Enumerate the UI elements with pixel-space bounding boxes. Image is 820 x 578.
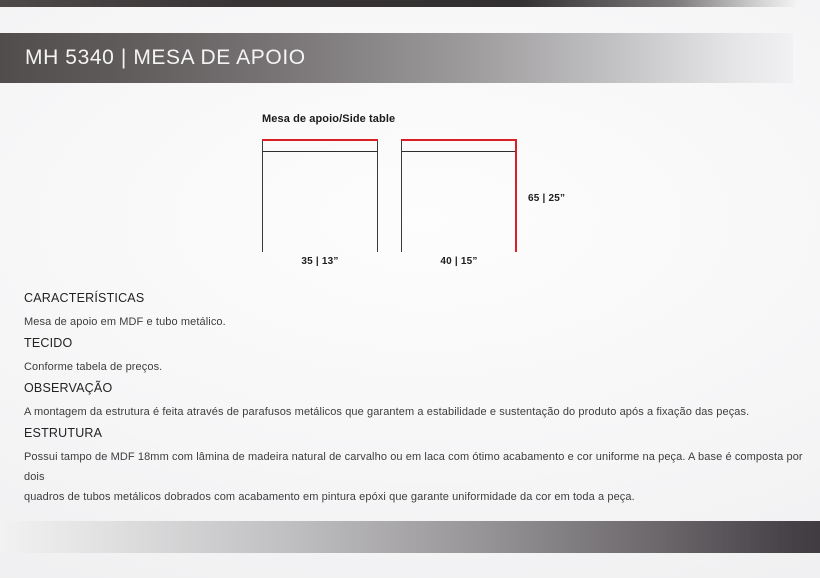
table-drawing-left: [262, 139, 378, 252]
table-drawing-right: [401, 139, 517, 252]
section-text: Possui tampo de MDF 18mm com lâmina de madeira natural de carvalho ou em laca com ótimo acabamento e cor uniforme na peça. A base é composta por dois: [24, 451, 803, 483]
section-heading: TECIDO: [24, 336, 73, 350]
section-heading: OBSERVAÇÃO: [24, 381, 113, 395]
table-left-leg: [401, 141, 402, 252]
section-text: quadros de tubos metálicos dobrados com acabamento em pintura epóxi que garante uniformidade da cor em toda a peça.: [24, 491, 635, 503]
section-estrutura: [24, 426, 804, 507]
section-caracteristicas: [24, 291, 804, 332]
width-dimension-right: 40 | 15”: [440, 256, 478, 267]
table-right-leg-red: [515, 141, 517, 252]
diagram-title: Mesa de apoio/Side table: [262, 113, 396, 125]
tabletop-bottom-line: [401, 151, 517, 152]
section-heading: ESTRUTURA: [24, 426, 103, 440]
title-bar: [0, 33, 793, 83]
section-heading: CARACTERÍSTICAS: [24, 291, 145, 305]
section-tecido: [24, 336, 804, 377]
tabletop-red-line: [262, 139, 378, 141]
height-dimension: 65 | 25”: [528, 193, 566, 204]
tabletop-bottom-line: [262, 151, 378, 152]
width-dimension-left: 35 | 13”: [301, 256, 339, 267]
top-divider-bar: [0, 0, 795, 7]
section-text: Conforme tabela de preços.: [24, 361, 163, 373]
section-text: Mesa de apoio em MDF e tubo metálico.: [24, 316, 226, 328]
table-left-leg: [262, 141, 263, 252]
tabletop-red-line: [401, 139, 517, 141]
table-right-leg: [377, 141, 378, 252]
bottom-divider-bar: [0, 521, 820, 553]
section-text: A montagem da estrutura é feita através de parafusos metálicos que garantem a estabilidade e sustentação do produto após a fixação das peças.: [24, 406, 750, 418]
section-observacao: [24, 381, 804, 422]
page-title: MH 5340 | MESA DE APOIO: [25, 46, 306, 69]
